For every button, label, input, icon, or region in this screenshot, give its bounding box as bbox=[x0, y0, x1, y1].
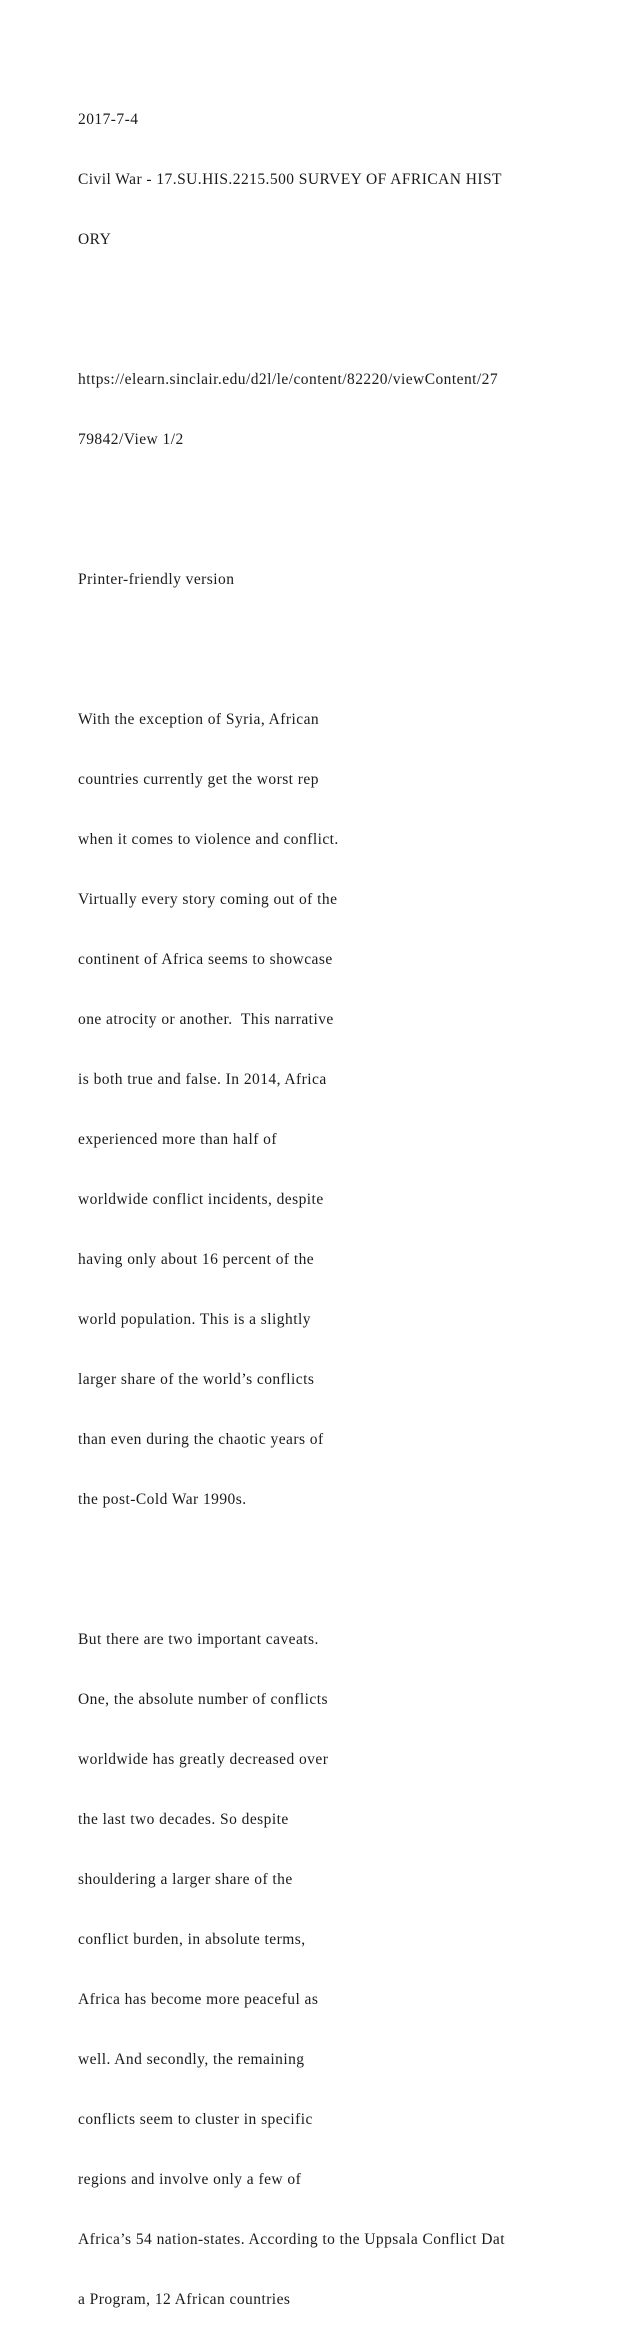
paragraph-2-line: conflicts seem to cluster in specific bbox=[78, 2111, 313, 2128]
printer-friendly-label: Printer-friendly version bbox=[78, 571, 235, 588]
document-title-line-2: ORY bbox=[78, 231, 112, 248]
paragraph-2-line: well. And secondly, the remaining bbox=[78, 2051, 305, 2068]
document-date: 2017-7-4 bbox=[78, 111, 139, 128]
paragraph-1-line: than even during the chaotic years of bbox=[78, 1431, 324, 1448]
blank-line bbox=[78, 1550, 618, 1570]
paragraph-2-line: Africa’s 54 nation-states. According to the Uppsala Conflict Dat bbox=[78, 2231, 505, 2248]
blank-line bbox=[78, 290, 618, 310]
paragraph-2-line: But there are two important caveats. bbox=[78, 1631, 319, 1648]
blank-line bbox=[78, 630, 618, 650]
paragraph-1-line: With the exception of Syria, African bbox=[78, 711, 320, 728]
paragraph-1-line: the post-Cold War 1990s. bbox=[78, 1491, 247, 1508]
paragraph-1-line: experienced more than half of bbox=[78, 1131, 277, 1148]
paragraph-1-line: continent of Africa seems to showcase bbox=[78, 951, 333, 968]
paragraph-1-line: Virtually every story coming out of the bbox=[78, 891, 338, 908]
paragraph-1-line: is both true and false. In 2014, Africa bbox=[78, 1071, 327, 1088]
source-url-line-1: https://elearn.sinclair.edu/d2l/le/content/82220/viewContent/27 bbox=[78, 371, 499, 388]
paragraph-1-line: larger share of the world’s conflicts bbox=[78, 1371, 315, 1388]
paragraph-2-line: the last two decades. So despite bbox=[78, 1811, 289, 1828]
paragraph-2-line: shouldering a larger share of the bbox=[78, 1871, 293, 1888]
paragraph-2-line: conflict burden, in absolute terms, bbox=[78, 1931, 306, 1948]
document-title-line-1: Civil War - 17.SU.HIS.2215.500 SURVEY OF AFRICAN HIST bbox=[78, 171, 502, 188]
blank-line bbox=[78, 490, 618, 510]
paragraph-1-line: countries currently get the worst rep bbox=[78, 771, 319, 788]
source-url-line-2: 79842/View 1/2 bbox=[78, 431, 184, 448]
paragraph-2-line: Africa has become more peaceful as bbox=[78, 1991, 319, 2008]
paragraph-1-line: when it comes to violence and conflict. bbox=[78, 831, 339, 848]
paragraph-2-line: a Program, 12 African countries bbox=[78, 2291, 291, 2308]
paragraph-2-line: One, the absolute number of conflicts bbox=[78, 1691, 328, 1708]
paragraph-2-line: regions and involve only a few of bbox=[78, 2171, 302, 2188]
paragraph-2-line: worldwide has greatly decreased over bbox=[78, 1751, 329, 1768]
paragraph-1-line: world population. This is a slightly bbox=[78, 1311, 311, 1328]
paragraph-1-line: one atrocity or another. This narrative bbox=[78, 1011, 334, 1028]
paragraph-1-line: worldwide conflict incidents, despite bbox=[78, 1191, 324, 1208]
paragraph-1-line: having only about 16 percent of the bbox=[78, 1251, 315, 1268]
document-text bbox=[78, 70, 618, 2350]
